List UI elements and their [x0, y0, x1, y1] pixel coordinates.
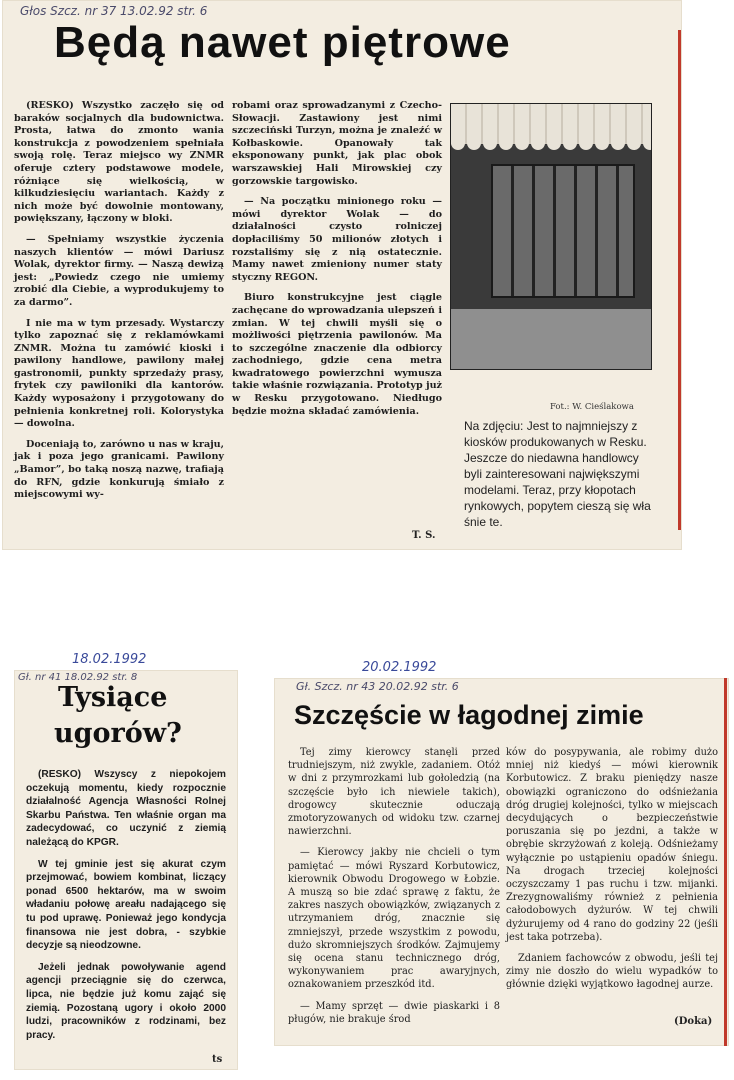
paragraph: I nie ma w tym przesady. Wystarczy tylko zapoznać się z reklamówkami ZNMR. Można tu zamówić kioski i pawilony handlowe, pawilony małej gastronomii, punkty sprzedaży prasy, frytek czy pawiloniki dla kantorów. Każdy wyposażony i przygotowany do pełnienia konkretnej roli. Kolorystyka — dowolna. [14, 317, 224, 430]
kiosk-window [491, 164, 635, 298]
article-column-1 [288, 746, 500, 1026]
paragraph: Jeżeli jednak powoływanie agend agencji przeciągnie się do czerwca, lipca, nie będzie już komu zająć się ziemią. Pozostaną ugory i około 2000 ludzi, pracowników z rodzinami, bez pracy. [26, 961, 226, 1041]
article-column-2 [232, 100, 442, 426]
handwritten-note: Głos Szcz. nr 37 13.02.92 str. 6 [20, 4, 208, 18]
signature: ts [212, 1054, 223, 1065]
signature: (Doka) [674, 1016, 713, 1027]
paragraph: W tej gminie jest się akurat czym przejmować, bowiem kombinat, liczący ponad 6500 hektarów, ma w swoim władaniu połowę areału nadającego się tu pod uprawę. Ponieważ jego kondycja finansowa nie jest dobra, - szybkie decyzje są nieodzowne. [26, 858, 226, 952]
paragraph: Doceniają to, zarówno u nas w kraju, jak i poza jego granicami. Pawilony „Bamor”, bo taką noszą nazwę, trafiają do RFN, gdzie konkurują śmiało z miejscowymi wy- [14, 438, 224, 501]
photo-credit: Fot.: W. Cieślakowa [550, 402, 634, 412]
handwritten-date: 20.02.1992 [362, 660, 437, 675]
article-headline-line1: Tysiące [58, 682, 168, 713]
clipping-tysiace-ugorow [14, 670, 238, 1070]
paragraph: ków do posypywania, ale robimy dużo mniej niż kiedyś — mówi kierownik Korbutowicz. Z braku pieniędzy nasze obowiązki ograniczono do odśnieżania dróg drugiej kolejności, tylko w miejscach decydujących o bezpieczeństwie poruszania się po jezdni, a także w obrębie skrzyżowań z koleją. Odśnieżamy wyłącznie po ustąpieniu opadów śniegu. Na drogach trzeciej kolejności oczyszczamy 1 pas ruchu i tzw. mijanki. Zrezygnowaliśmy również z pełnienia całodobowych dyżurów. W tej chwili dyżurujemy od 4 rano do godziny 22 (jeśli jest taka potrzeba). [506, 747, 718, 943]
handwritten-note: Gł. Szcz. nr 43 20.02.92 str. 6 [296, 680, 459, 693]
article-body [26, 768, 226, 1050]
article-column-2 [506, 746, 718, 1000]
article-column-1 [14, 100, 224, 510]
paragraph: (RESKO) Wszyscy z niepokojem oczekują momentu, kiedy rozpocznie działalność Agencja Własności Rolnej Skarbu Państwa. Ten właśnie organ ma zadecydować, co uczynić z ziemią należącą do KPGR. [26, 769, 226, 848]
article-headline: Szczęście w łagodnej zimie [294, 700, 644, 730]
handwritten-note: Gł. nr 41 18.02.92 str. 8 [18, 672, 138, 683]
paragraph: Biuro konstrukcyjne jest ciągle zachęcane do wprowadzania ulepszeń i zmian. W tej chwili myśli się o możliwości piętrzenia pawilonów. Ma to szczególne znaczenie dla odbiorcy zachodniego, gdzie cena metra kwadratowego powierzchni wymusza takie właśnie rozwiązania. Prototyp już w Resku przygotowano. Niedługo będzie można składać zamówienia. [232, 292, 442, 417]
article-headline: Będą nawet piętrowe [54, 18, 511, 67]
signature: T. S. [412, 530, 436, 541]
bleed-through [10, 570, 14, 586]
kiosk-photo [450, 103, 652, 370]
clipping-bedanawet [2, 0, 682, 550]
article-headline-line2: ugorów? [54, 718, 182, 749]
handwritten-date: 18.02.1992 [72, 652, 147, 667]
paragraph: Zdaniem fachowców z obwodu, jeśli tej zimy nie doszło do wielu wypadków to głównie dzięki wyjątkowo łagodnej aurze. [506, 953, 718, 991]
edge-mark [678, 30, 681, 530]
photo-caption: Na zdjęciu: Jest to najmniejszy z kiosków produkowanych w Resku. Jeszcze do niedawna handlowcy byli zainteresowani największymi modelami. Teraz, przy kłopotach rynkowych, popytem cieszą się wła śnie te. [464, 419, 651, 529]
edge-mark [724, 678, 727, 1046]
paragraph: — Na początku minionego roku — mówi dyrektor Wolak — do działalności czysto rolniczej dopłaciliśmy 50 milionów złotych i rozstaliśmy się z nią ostatecznie. Mamy nawet zmieniony numer staty styczny REGON. [232, 196, 442, 283]
paragraph: robami oraz sprowadzanymi z Czecho-Słowacji. Zastawiony jest nimi szczeciński Turzyn, można je znaleźć w Kołbaskowie. Opanowały tak eksponowany punkt, jak plac obok warszawskiej Hali Mirowskiej czy gorzowskie targowisko. [232, 100, 442, 187]
paragraph: — Mamy sprzęt — dwie piaskarki i 8 pługów, nie brakuje środ [288, 1000, 500, 1025]
paragraph: — Spełniamy wszystkie życzenia naszych klientów — mówi Dariusz Wolak, dyrektor firmy. — Naszą dewizą jest: „Powiedz czego nie umiemy zrobić dla Ciebie, a wyprodukujemy to za darmo”. [14, 233, 224, 308]
paragraph: — Kierowcy jakby nie chcieli o tym pamiętać — mówi Ryszard Korbutowicz, kierownik Obwodu Drogowego w Łobzie. A muszą so bie zdać sprawę z faktu, że zakres naszych obowiązków, związanych z utrzymaniem dróg, znacznie się zmniejszył, przede wszystkim z powodu, dużo skromniejszych środków. Zajmujemy się ocena stanu technicznego dróg, wykonywaniem prac awaryjnych, oznakowaniem przeszkód itd. [288, 847, 500, 991]
paragraph: Tej zimy kierowcy stanęli przed trudniejszym, niż zwykle, zadaniem. Otóż w dni z przymrozkami lub gołoledzią (na szczęście było ich niewiele takich), drogowcy skutecznie oduczają zmotoryzowanych od widoku tzw. czarnej nawierzchni. [288, 747, 500, 838]
paragraph: (RESKO) Wszystko zaczęło się od baraków socjalnych dla budownictwa. Prosta, łatwa do zmonto wania konstrukcja z powodzeniem spełniała swoją rolę. Teraz miejsco wy ZNMR oferuje cztery podstawowe modele, różniące się wielkością, w kilkudziesięciu wariantach. Każdy z nich może być dowolnie montowany, powiększany, łączony w bloki. [14, 100, 224, 225]
clipping-szczescie [274, 678, 729, 1046]
